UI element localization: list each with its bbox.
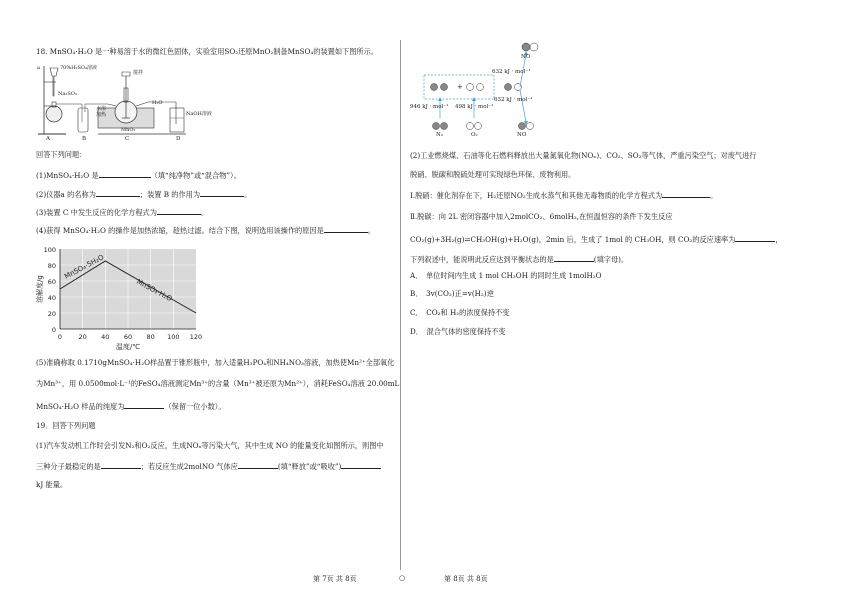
q19-1a: (1)汽车发动机工作时会引发N₂和O₂反应，生成NOₓ等污染大气，其中生成 NO 的能量变化如图所示，则图中	[36, 441, 384, 450]
energy-498: 498 kJ · mol⁻¹	[455, 104, 494, 110]
q18-3: (3)装置 C 中发生反应的化学方程式为 。	[36, 208, 209, 217]
energy-n2: N₂	[436, 132, 444, 138]
blank-q19-1c	[341, 461, 381, 469]
blank-q18-5	[124, 401, 164, 409]
label-B: B	[82, 136, 87, 142]
option-c: C． CO₂和 H₂的浓度保持不变	[410, 308, 510, 317]
svg-text:20: 20	[47, 310, 56, 318]
svg-text:80: 80	[146, 333, 155, 341]
series-label-5h2o: MnSO₄·5H₂O	[63, 253, 106, 281]
energy-diagram	[410, 42, 560, 140]
q19-I: Ⅰ.脱硝：催化剂存在下，H₂还原NO₂生成水蒸气和其他无毒物质的化学方程式为 。	[410, 191, 718, 200]
solubility-chart	[36, 243, 206, 351]
label-bath: 水浴加热	[96, 106, 107, 118]
q18-2: (2)仪器a 的名称为 ；装置 B 的作用为 。	[36, 190, 252, 199]
q19-title: 19．回答下列问题	[36, 421, 96, 430]
label-D: D	[176, 136, 181, 142]
q19-eq: CO₂(g)+3H₂(g)⇌CH₃OH(g)+H₂O(g)，2min 后，生成了 1mol 的 CH₃OH，则 CO₂的反应速率为 ，	[410, 235, 783, 244]
svg-text:40: 40	[101, 333, 110, 341]
blank-q18-2b	[200, 189, 244, 197]
label-na2so3: Na₂SO₃	[58, 91, 77, 97]
svg-text:60: 60	[47, 278, 56, 286]
label-A: A	[46, 136, 50, 142]
q19-1e: kJ 能量。	[36, 480, 68, 489]
q19-2a: (2)工业燃烧煤、石油等化石燃料释放出大量氮氧化物(NOₓ)、CO₂、SO₂等气体，严重污染空气；对废气进行	[410, 151, 757, 160]
blank-q18-4	[324, 225, 368, 233]
energy-no-bottom: NO	[517, 132, 527, 138]
blank-q19-I	[662, 190, 710, 198]
option-a: A． 单位时间内生成 1 mol CH₃OH 的同时生成 1molH₂O	[410, 271, 602, 280]
option-b: B． 3v(CO₂)正=v(H₂)逆	[410, 289, 494, 298]
svg-text:100: 100	[43, 246, 56, 254]
svg-text:120: 120	[189, 333, 203, 341]
q18-1: (1)MnSO₄·H₂O 是 （填“纯净物”或“混合物”）。	[36, 171, 241, 180]
energy-no-top: NO	[521, 54, 531, 60]
energy-632b: 632 kJ · mol⁻¹	[494, 97, 533, 103]
energy-946: 946 kJ · mol⁻¹	[410, 104, 449, 110]
q18-5b: 为Mn³⁺，用 0.0500mol·L⁻¹的FeSO₄溶液测定Mn³⁺的含量（Mn³⁺被还原为Mn²⁺），消耗FeSO₄溶液 20.00mL，	[36, 379, 407, 388]
q19-1b: 三种分子最稳定的是 ；若反应生成2molNO 气体应 (填“释放”或“吸收”)	[36, 461, 381, 471]
y-axis-label: 溶解度/g	[36, 275, 44, 303]
svg-text:20: 20	[78, 333, 87, 341]
label-stir: 搅拌	[133, 70, 144, 76]
label-naoh: NaOH溶液	[186, 111, 212, 117]
label-C: C	[125, 136, 130, 142]
blank-q18-3	[157, 207, 201, 215]
blank-q19-1b	[238, 461, 278, 469]
q19-2b: 脱硝、脱碳和脱硫处理可实现绿色环保、废物利用。	[410, 170, 576, 179]
x-axis-label: 温度/℃	[115, 343, 141, 351]
energy-o2: O₂	[471, 132, 478, 138]
q18-5c: MnSO₄·H₂O 样品的纯度为 （保留一位小数）。	[36, 402, 226, 411]
blank-q18-2a	[96, 189, 140, 197]
page-number-8: 第 8页 共 8页	[444, 575, 488, 583]
svg-text:100: 100	[167, 333, 180, 341]
svg-text:40: 40	[47, 294, 56, 302]
page-number-7: 第 7页 共 8页	[313, 575, 357, 583]
label-mno2: MnO₂	[121, 127, 136, 133]
q18-stem: 18. MnSO₄·H₂O 是一种易溶于水的微红色固体，实验室用SO₂还原MnO₂制备MnSO₄的装置如下图所示。	[36, 47, 378, 56]
page-dot-icon: ○	[399, 574, 406, 582]
svg-text:0: 0	[51, 326, 56, 334]
q19-state: 下列叙述中，能说明此反应达到平衡状态的是 (填字母)。	[410, 255, 629, 264]
energy-plus: +	[457, 83, 463, 91]
page-divider	[400, 40, 401, 570]
svg-text:80: 80	[47, 262, 56, 270]
label-water: H₂O	[152, 100, 163, 106]
label-acid: 70%H₂SO₄溶液	[60, 65, 98, 71]
answer-prompt: 回答下列问题：	[36, 150, 87, 159]
svg-text:0: 0	[57, 333, 63, 341]
q18-5a: (5)准确称取 0.1710gMnSO₄·H₂O样品置于锥形瓶中，加入适量H₃PO₄和NH₄NO₃溶液，加热使Mn²⁺全部氧化	[36, 358, 395, 367]
svg-text:60: 60	[123, 333, 133, 341]
q19-II: Ⅱ.脱碳：向 2L 密闭容器中加入2molCO₂、6molH₂,在恒温恒容的条件下发生反应	[410, 212, 673, 221]
q18-4: (4)获得 MnSO₄·H₂O 的操作是加热浓缩，趁热过滤。结合下图，说明选用该操作的原因是 。	[36, 226, 375, 235]
blank-q18-1	[99, 170, 151, 178]
series-label-h2o: MnSO₄·H₂O	[135, 277, 174, 304]
label-a: a	[37, 65, 40, 71]
blank-q19-eq	[735, 234, 775, 242]
option-d: D． 混合气体的密度保持不变	[410, 327, 506, 336]
energy-632a: 632 kJ · mol⁻¹	[492, 69, 531, 75]
blank-q19-1a	[101, 461, 141, 469]
blank-q19-state	[554, 254, 594, 262]
